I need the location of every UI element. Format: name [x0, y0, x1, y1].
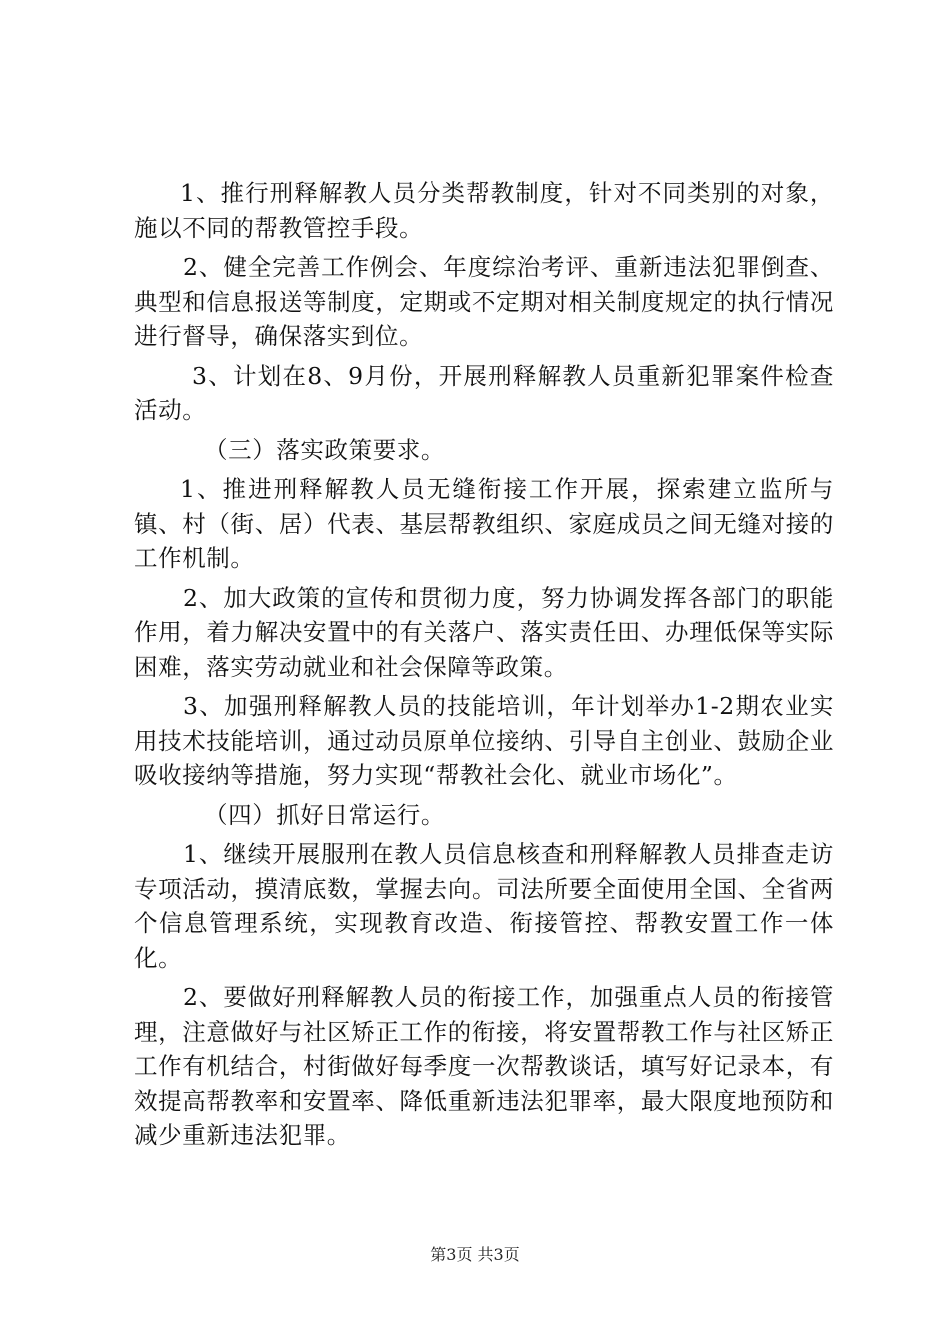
paragraph-item-4: 1、推进刑释解教人员无缝衔接工作开展，探索建立监所与镇、村（街、居）代表、基层帮教组织、家庭成员之间无缝对接的工作机制。 [134, 475, 834, 572]
paragraph-item-1: 1、推行刑释解教人员分类帮教制度，针对不同类别的对象，施以不同的帮教管控手段。 [134, 179, 834, 242]
paragraph-item-6: 3、加强刑释解教人员的技能培训，年计划举办1-2期农业实用技术技能培训，通过动员原单位接纳、引导自主创业、鼓励企业吸收接纳等措施，努力实现“帮教社会化、就业市场化”。 [134, 692, 834, 789]
paragraph-item-3: 3、计划在8、9月份，开展刑释解教人员重新犯罪案件检查活动。 [134, 361, 834, 424]
paragraph-item-5: 2、加大政策的宣传和贯彻力度，努力协调发挥各部门的职能作用，着力解决安置中的有关落户、落实责任田、办理低保等实际困难，落实劳动就业和社会保障等政策。 [134, 583, 834, 681]
paragraph-item-8: 2、要做好刑释解教人员的衔接工作，加强重点人员的衔接管理，注意做好与社区矫正工作的衔接，将安置帮教工作与社区矫正工作有机结合，村街做好每季度一次帮教谈话，填写好记录本，有效提高帮教率和安置率、降低重新违法犯罪率，最大限度地预防和减少重新违法犯罪。 [134, 983, 834, 1149]
section-heading-3: （三）落实政策要求。 [204, 435, 445, 464]
section-heading-4: （四）抓好日常运行。 [204, 800, 445, 829]
page-number-footer: 第3页 共3页 [430, 1245, 520, 1264]
document-body [134, 176, 834, 1158]
paragraph-item-2: 2、健全完善工作例会、年度综治考评、重新违法犯罪倒查、典型和信息报送等制度，定期或不定期对相关制度规定的执行情况进行督导，确保落实到位。 [134, 253, 834, 350]
paragraph-item-7: 1、继续开展服刑在教人员信息核查和刑释解教人员排查走访专项活动，摸清底数，掌握去向。司法所要全面使用全国、全省两个信息管理系统，实现教育改造、衔接管控、帮教安置工作一体化。 [134, 840, 834, 972]
